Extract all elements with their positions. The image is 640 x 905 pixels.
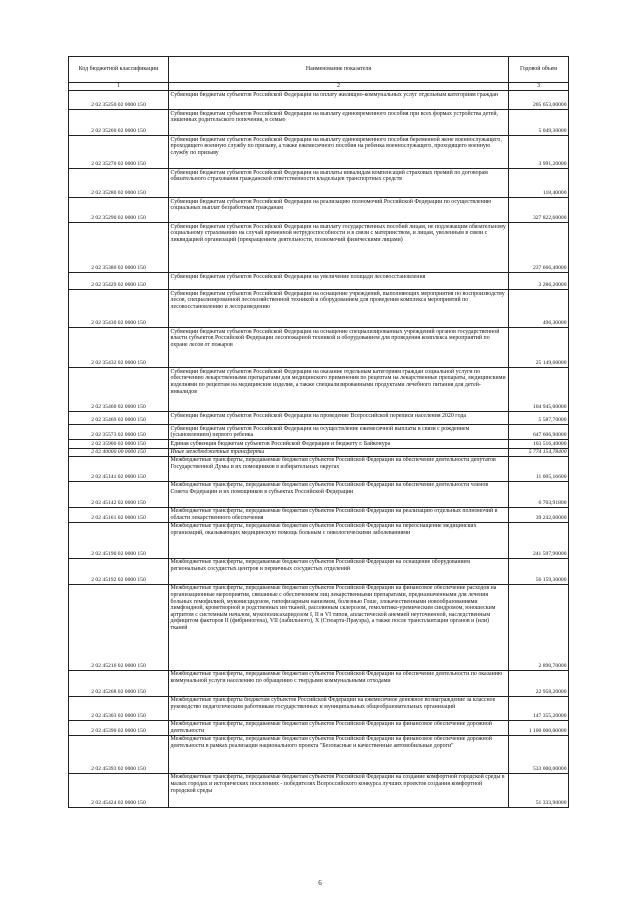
table-row [69,671,569,697]
table-row [69,448,569,456]
row-code: 2 02 45393 02 0000 150 [69,736,169,774]
table-row [69,425,569,440]
row-code: 2 02 35430 02 0000 150 [69,290,169,328]
row-name: Субвенции бюджетам субъектов Российской Федерации на выплату государственных пособий лицам, не подлежащим обязательному социальному страхованию на случай временной нетрудоспособности и в связи с материнством, и лицам, уволенным в связи с ликвидацией организаций (прекращением деятельности, полномочий физическими лицами) [169,223,509,273]
row-name: Субвенции бюджетам субъектов Российской Федерации на оплату жилищно-коммунальных услуг отдельным категориям граждан [169,91,509,110]
row-name: Межбюджетные трансферты, передаваемые бюджетам субъектов Российской Федерации на переоснащение медицинских организаций, оказывающих медицинскую помощь больным с онкологическими заболеваниями [169,523,509,559]
row-code: 2 02 35250 02 0000 150 [69,91,169,110]
table-row [69,91,569,110]
table-header-row [69,57,569,83]
row-code: 2 02 35280 02 0000 150 [69,169,169,198]
table-row [69,523,569,559]
table-row [69,508,569,523]
row-value: 327 822,60000 [509,198,569,223]
table-row [69,136,569,169]
row-code: 2 02 35432 02 0000 150 [69,328,169,368]
row-name: Субвенции бюджетам субъектов Российской Федерации на выплаты инвалидам компенсаций страховых премий по договорам обязательного страхования гражданской ответственности владельцев транспортных средств [169,169,509,198]
row-value: 147 355,20000 [509,697,569,721]
row-name: Субвенции бюджетам субъектов Российской Федерации на выплату единовременного пособия при всех формах устройства детей, лишенных родительского попечения, в семью [169,110,509,136]
row-name: Межбюджетные трансферты, передаваемые бюджетам субъектов Российской Федерации на финансовое обеспечение дорожной деятельности [169,721,509,736]
row-name: Межбюджетные трансферты, передаваемые бюджетам субъектов Российской Федерации на финансовое обеспечение дорожной деятельности в рамках реализации национального проекта "Безопасные и качественные автомобильные дороги" [169,736,509,774]
table-row [69,368,569,412]
table-row [69,328,569,368]
header-name: Наименование показателя [169,57,509,83]
row-value: 5 587,70000 [509,412,569,425]
row-code: 2 02 35429 02 0000 150 [69,273,169,290]
row-name: Межбюджетные трансферты, передаваемые бюджетам субъектов Российской Федерации на обеспечение деятельности по оказанию коммунальной услуги населению по обращению с твердыми коммунальными отходами [169,671,509,697]
table-numbering-row [69,83,569,91]
table-row [69,697,569,721]
row-code: 2 02 45192 02 0000 150 [69,559,169,585]
table-row [69,482,569,508]
row-value: 241 597,90000 [509,523,569,559]
row-value: 3 991,20000 [509,136,569,169]
table-row [69,273,569,290]
row-code: 2 02 35900 02 0000 150 [69,440,169,448]
row-value: 51 333,90000 [509,774,569,808]
row-name: Межбюджетные трансферты, передаваемые бюджетам субъектов Российской Федерации на обеспечение деятельности депутатов Государственной Думы и их помощников в избирательных округах [169,457,509,482]
row-name: Субвенции бюджетам субъектов Российской Федерации на оказание отдельным категориям граждан социальной услуги по обеспечению лекарственными препаратами для медицинского применения по рецептам на лекарственные препараты, медицинскими изделиями по рецептам на медицинские изделия, а также специализированными продуктами лечебного питания для детей-инвалидов [169,368,509,412]
budget-table [68,56,569,808]
table-row [69,169,569,198]
row-value: 118,40000 [509,169,569,198]
row-name: Межбюджетные трансферты, передаваемые бюджетам субъектов Российской Федерации на обеспечение деятельности членов Совета Федерации и их помощников в субъектах Российской Федерации [169,482,509,508]
table-row [69,110,569,136]
row-value: 56 159,30000 [509,559,569,585]
row-code: 2 02 35380 02 0000 150 [69,223,169,273]
table-row [69,198,569,223]
row-value: 647 606,90000 [509,425,569,440]
row-value: 22 958,20000 [509,671,569,697]
row-name: Межбюджетные трансферты, передаваемые бюджетам субъектов Российской Федерации на финансовое обеспечение расходов на организационные мероприятия, связанные с обеспечением лиц лекарственными препаратами, предназначенными для лечения больных гемофилией, муковисцидозом, гипофизарным нанизмом, болезнью Гоше, злокачественными новообразованиями лимфоидной, кроветворной и родственных им тканей, рассеянным склерозом, гемолитико-уремическим синдромом, юношеским артритом с системным началом, мукополисахаридозом I, II и VI типов, апластической анемией неуточненной, наследственным дефицитом факторов II (фибриногена), VII (лабильного), X (Стюарта-Прауэра), а также после трансплантации органов и (или) тканей [169,585,509,671]
table-row [69,774,569,808]
table-row [69,585,569,671]
header-value: Годовой объем [509,57,569,83]
table-row [69,559,569,585]
row-code: 2 02 45390 02 0000 150 [69,721,169,736]
row-code: 2 02 45268 02 0000 150 [69,671,169,697]
row-value: 11 005,16600 [509,457,569,482]
table-row [69,721,569,736]
row-value: 3 286,20000 [509,273,569,290]
row-value: 39 242,00000 [509,508,569,523]
row-value: 2 890,70000 [509,585,569,671]
row-value: 25 149,60000 [509,328,569,368]
page-number: 6 [318,879,322,887]
budget-table-container [68,56,568,808]
table-row [69,412,569,425]
table-row [69,440,569,448]
row-value: 6 703,91800 [509,482,569,508]
row-value: 1 100 000,00000 [509,721,569,736]
row-code: 2 02 45142 02 0000 150 [69,482,169,508]
row-value: 5 049,30000 [509,110,569,136]
header-num-2: 2 [169,83,509,91]
table-row [69,223,569,273]
row-value: 104 945,00000 [509,368,569,412]
row-name: Субвенции бюджетам субъектов Российской Федерации на увеличение площади лесовосстановления [169,273,509,290]
row-code: 2 02 35460 02 0000 150 [69,368,169,412]
row-code: 2 02 35290 02 0000 150 [69,198,169,223]
row-value: 5 774 154,78400 [509,448,569,456]
row-code: 2 02 35260 02 0000 150 [69,110,169,136]
row-name: Межбюджетные трансферты, передаваемые бюджетам субъектов Российской Федерации на реализацию отдельных полномочий в области лекарственного обеспечения [169,508,509,523]
row-name: Субвенции бюджетам субъектов Российской Федерации на оснащение специализированных учреждений органов государственной власти субъектов Российской Федерации лесопожарной техникой и оборудованием для проведения комплекса мероприятий по охране лесов от пожаров [169,328,509,368]
row-code: 2 02 35573 02 0000 150 [69,425,169,440]
row-code: 2 02 45161 02 0000 150 [69,508,169,523]
row-name: Субвенции бюджетам субъектов Российской Федерации на проведение Всероссийской переписи населения 2020 года [169,412,509,425]
header-code: Код бюджетной классификации [69,57,169,83]
row-code: 2 02 35469 02 0000 150 [69,412,169,425]
row-code: 2 02 40000 00 0000 150 [69,448,169,456]
row-name: Единая субвенция бюджетам субъектов Российской Федерации и бюджету г. Байконура [169,440,509,448]
table-row [69,457,569,482]
row-code: 2 02 45190 02 0000 150 [69,523,169,559]
row-name: Межбюджетные трансферты бюджетам субъектов Российской Федерации на ежемесячное денежное вознаграждение за классное руководство педагогическим работникам государственных и муниципальных общеобразовательных организаций [169,697,509,721]
row-code: 2 02 45216 02 0000 150 [69,585,169,671]
row-code: 2 02 45424 02 0000 150 [69,774,169,808]
row-name: Субвенции бюджетам субъектов Российской Федерации на реализацию полномочий Российской Федерации по осуществлению социальных выплат безработным гражданам [169,198,509,223]
row-name: Субвенции бюджетам субъектов Российской Федерации на осуществление ежемесячной выплаты в связи с рождением (усыновлением) первого ребенка [169,425,509,440]
row-value: 205 653,00000 [509,91,569,110]
table-row [69,290,569,328]
row-name: Субвенции бюджетам субъектов Российской Федерации на оснащение учреждений, выполняющих мероприятия по воспроизводству лесов, специализированной лесохозяйственной техникой и оборудованием для проведения комплекса мероприятий по лесовосстановлению и лесоразведению [169,290,509,328]
row-value: 103 516,40000 [509,440,569,448]
header-num-1: 1 [69,83,169,91]
row-name: Иные межбюджетные трансферты [169,448,509,456]
row-name: Субвенции бюджетам субъектов Российской Федерации на выплату единовременного пособия беременной жене военнослужащего, проходящего военную службу по призыву, а также ежемесячного пособия на ребенка военнослужащего, проходящего военную службу по призыву [169,136,509,169]
row-value: 237 666,40000 [509,223,569,273]
header-num-3: 3 [509,83,569,91]
row-value: 496,30000 [509,290,569,328]
row-code: 2 02 45141 02 0000 150 [69,457,169,482]
row-name: Межбюджетные трансферты, передаваемые бюджетам субъектов Российской Федерации на оснащение оборудованием региональных сосудистых центров и первичных сосудистых отделений [169,559,509,585]
row-code: 2 02 35270 02 0000 150 [69,136,169,169]
table-row [69,736,569,774]
row-value: 533 000,00000 [509,736,569,774]
row-name: Межбюджетные трансферты, передаваемые бюджетам субъектов Российской Федерации на создание комфортной городской среды в малых городах и исторических поселениях - победителях Всероссийского конкурса лучших проектов создания комфортной городской среды [169,774,509,808]
row-code: 2 02 45303 02 0000 150 [69,697,169,721]
